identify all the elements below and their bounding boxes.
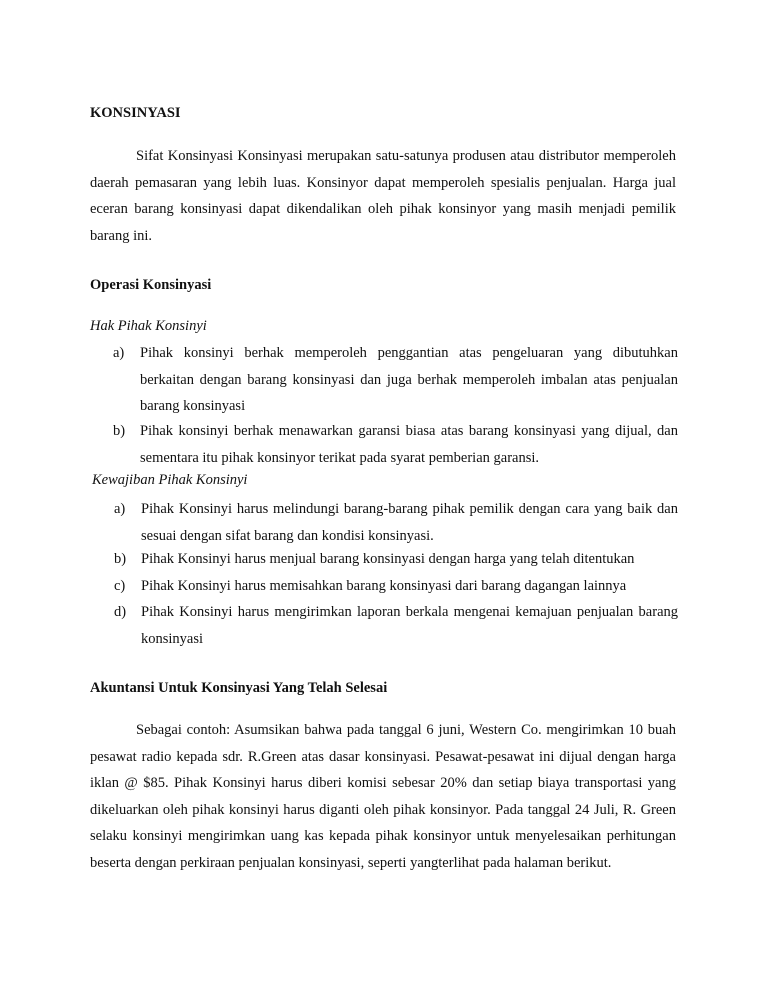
list-item-label: c) [114, 578, 126, 594]
section-heading-akuntansi: Akuntansi Untuk Konsinyasi Yang Telah Selesai [90, 680, 388, 696]
list-item [114, 573, 701, 600]
list-item-text: Pihak konsinyi berhak menawarkan garansi biasa atas barang konsinyasi yang dijual, dan sementara itu pihak konsinyor terikat pada syarat pemberian garansi. [140, 423, 678, 466]
intro-paragraph: Sifat Konsinyasi Konsinyasi merupakan satu-satunya produsen atau distributor memperoleh daerah pemasaran yang lebih luas. Konsinyor dapat memperoleh spesialis penjualan. Harga jual eceran barang konsinyasi dapat dikendalikan oleh pihak konsinyor yang masih menjadi pemilik barang ini. [90, 148, 676, 244]
list-item-label: b) [114, 551, 127, 567]
list-item-text: Pihak Konsinyi harus melindungi barang-barang pihak pemilik dengan cara yang baik dan sesuai dengan sifat barang dan kondisi konsinyasi. [141, 501, 678, 544]
list-item [113, 418, 678, 471]
list-item-label: a) [114, 501, 126, 517]
list-item-text: Pihak Konsinyi harus menjual barang konsinyasi dengan harga yang telah ditentukan [141, 551, 635, 567]
akuntansi-paragraph: Sebagai contoh: Asumsikan bahwa pada tanggal 6 juni, Western Co. mengirimkan 10 buah pesawat radio kepada sdr. R.Green atas dasar konsinyasi. Pesawat-pesawat ini dijual dengan harga iklan @ $85. Pihak Konsinyi harus diberi komisi sebesar 20% dan setiap biaya transportasi yang dikeluarkan oleh pihak konsinyi harus diganti oleh pihak konsinyor. Pada tanggal 24 Juli, R. Green selaku konsinyi mengirimkan uang kas kepada pihak konsinyor untuk menyelesaikan perhitungan beserta dengan perkiraan penjualan konsinyasi, seperti yangterlihat pada halaman berikut. [90, 722, 676, 871]
subheading-kewajiban: Kewajiban Pihak Konsinyi [92, 472, 248, 488]
list-item-label: b) [113, 423, 126, 439]
section-heading-operasi: Operasi Konsinyasi [90, 277, 212, 293]
list-item-text: Pihak Konsinyi harus mengirimkan laporan berkala mengenai kemajuan penjualan barang konsinyasi [141, 604, 678, 647]
subheading-hak: Hak Pihak Konsinyi [90, 318, 207, 334]
list-item [113, 340, 678, 420]
list-item [114, 599, 678, 652]
list-item-label: d) [114, 604, 127, 620]
list-item [114, 546, 701, 573]
list-item-label: a) [113, 345, 125, 361]
list-item [114, 496, 678, 549]
list-item-text: Pihak Konsinyi harus memisahkan barang konsinyasi dari barang dagangan lainnya [141, 578, 627, 594]
document-title: KONSINYASI [90, 105, 181, 121]
list-item-text: Pihak konsinyi berhak memperoleh penggantian atas pengeluaran yang dibutuhkan berkaitan dengan barang konsinyasi dan juga berhak memperoleh imbalan atas penjualan barang konsinyasi [140, 345, 678, 414]
